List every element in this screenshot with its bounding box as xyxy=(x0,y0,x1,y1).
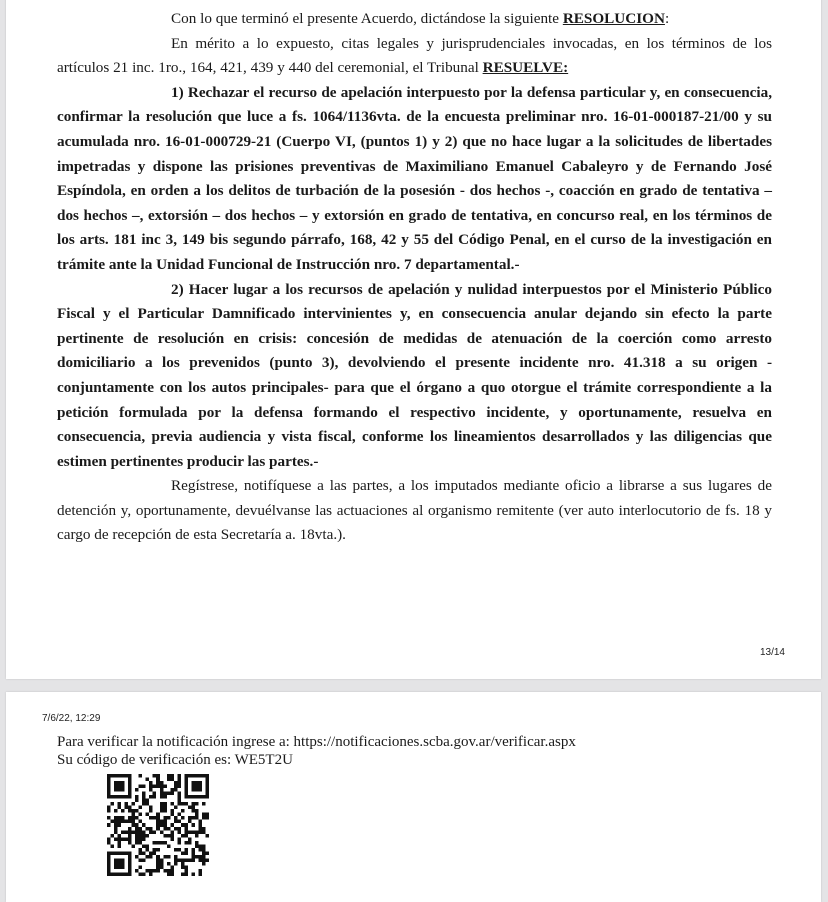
document-page-14 xyxy=(6,692,821,902)
resolucion-keyword: RESOLUCION xyxy=(562,10,665,27)
verification-block xyxy=(57,733,576,769)
merito-text: En mérito a lo expuesto, citas legales y jurisprudenciales invocadas, en los términos de los artículos 21 inc. 1ro., 164, 421, 439 y 440 del ceremonial, el Tribunal xyxy=(57,34,772,77)
merito-paragraph xyxy=(57,32,772,81)
registrese-paragraph: Regístrese, notifíquese a las partes, a los imputados mediante oficio a librarse a sus lugares de detención y, oportunamente, devuélvanse las actuaciones al organismo remitente (ver auto interlocutorio de fs. 18 y cargo de recepción de esta Secretaría a. 18vta.). xyxy=(57,477,772,544)
page-number: 13/14 xyxy=(759,647,785,658)
qr-code-icon xyxy=(107,774,209,876)
resolution-item-2: 2) Hacer lugar a los recursos de apelación y nulidad interpuestos por el Ministerio Público Fiscal y el Particular Damnificado intervinientes y, en consecuencia anular dejando sin efecto la parte pertinente de resolución en crisis: concesión de medidas de atenuación de la coerción como arresto domiciliario a los prevenidos (punto 3), devolviendo el presente incidente nro. 41.318 a su origen -conjuntamente con los autos principales- para que el órgano a quo otorgue el trámite correspondiente a la petición formulada por la defensa formando el respectivo incidente, y oportunamente, resuelva en consecuencia, previa audiencia y vista fiscal, conforme los lineamientos desarrollados y las diligencias que estimen pertinentes producir las partes.- xyxy=(57,280,772,470)
resolution-body xyxy=(57,7,772,548)
cut-off-text xyxy=(57,0,100,1)
intro-paragraph xyxy=(57,7,772,32)
intro-text: Con lo que terminó el presente Acuerdo, dictándose la siguiente xyxy=(171,10,563,27)
intro-end: : xyxy=(664,10,670,27)
print-timestamp: 7/6/22, 12:29 xyxy=(42,713,101,724)
verification-code-text: Su código de verificación es: WE5T2U xyxy=(57,752,293,768)
verification-url-text: Para verificar la notificación ingrese a: https://notificaciones.scba.gov.ar/verificar.aspx xyxy=(57,734,576,750)
resuelve-keyword: RESUELVE: xyxy=(482,59,569,77)
document-page-13 xyxy=(6,0,821,679)
resolution-item-1: 1) Rechazar el recurso de apelación interpuesto por la defensa particular y, en consecuencia, confirmar la resolución que luce a fs. 1064/1136vta. de la encuesta preliminar nro. 16-01-000187-21/00 y su acumulada nro. 16-01-000729-21 (Cuerpo VI, (puntos 1) y 2) que no hace lugar a la solicitudes de libertades impetradas y dispone las prisiones preventivas de Maximiliano Emanuel Cabaleyro y de Fernando José Espíndola, en orden a los delitos de turbación de la posesión - dos hechos -, coacción en grado de tentativa – dos hechos –, extorsión – dos hechos – y extorsión en grado de tentativa, en concurso real, en los términos de los arts. 181 inc 3, 149 bis segundo párrafo, 168, 42 y 55 del Código Penal, en el curso de la investigación en trámite ante la Unidad Funcional de Instrucción nro. 7 departamental.- xyxy=(57,83,772,273)
